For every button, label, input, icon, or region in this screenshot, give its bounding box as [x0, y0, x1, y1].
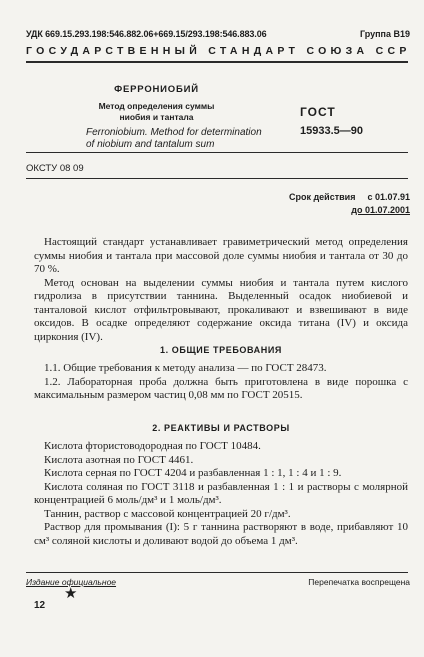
section-1-heading: 1. ОБЩИЕ ТРЕБОВАНИЯ — [160, 345, 282, 355]
subtitle-line-2: ниобия и тантала — [119, 112, 194, 122]
document-subtitle — [64, 101, 249, 123]
okstu-code: ОКСТУ 08 09 — [26, 163, 84, 174]
english-title-line-2: of niobium and tantalum sum — [86, 139, 215, 150]
footer-rule — [26, 572, 408, 573]
reagent-line: Раствор для промывания (I): 5 г таннина растворяют в воде, прибавляют 10 см³ соляной кислоты и доливают водой до объема 1 дм³. — [34, 521, 408, 547]
header-rule — [26, 61, 408, 63]
star-icon: ★ — [64, 586, 78, 602]
gost-number-block — [300, 105, 363, 137]
intro-text — [34, 236, 408, 344]
validity-label: Срок действия — [288, 192, 356, 202]
clause: 1.2. Лабораторная проба должна быть приготовлена в виде порошка с максимальным размером частиц 0,08 мм по ГОСТ 20515. — [34, 375, 408, 401]
udk-code: УДК 669.15.293.198:546.882.06+669.15/293.198:546.883.06 — [26, 29, 267, 39]
document-title: ФЕРРОНИОБИЙ — [114, 84, 199, 95]
english-title-line-1: Ferroniobium. Method for determination — [86, 127, 262, 138]
english-title — [86, 127, 266, 151]
reagent-line: Таннин, раствор с массовой концентрацией 20 г/дм³. — [44, 507, 291, 520]
standard-heading: ГОСУДАРСТВЕННЫЙ СТАНДАРТ СОЮЗА ССР — [26, 45, 411, 57]
okstu-rule — [26, 178, 408, 179]
section-2-heading: 2. РЕАКТИВЫ И РАСТВОРЫ — [152, 423, 290, 433]
reprint-notice: Перепечатка воспрещена — [308, 577, 410, 587]
reagent-line: Кислота соляная по ГОСТ 3118 и разбавленная 1 : 1 и растворы с молярной концентрацией 6 моль/дм³ и 1 моль/дм³. — [34, 480, 408, 506]
gost-number: 15933.5—90 — [300, 125, 363, 137]
clause: 1.1. Общие требования к методу анализа — по ГОСТ 28473. — [44, 362, 327, 374]
validity-from-date: с 01.07.91 — [367, 192, 410, 202]
reagent-line: Кислота фтористоводородная по ГОСТ 10484. — [44, 440, 261, 452]
reagent-line: Кислота серная по ГОСТ 4204 и разбавленная 1 : 1, 1 : 4 и 1 : 9. — [44, 467, 342, 479]
title-rule — [26, 152, 408, 153]
subtitle-line-1: Метод определения суммы — [98, 101, 215, 111]
page-number: 12 — [34, 600, 46, 611]
group-code: Группа В19 — [359, 29, 410, 39]
validity-from — [289, 191, 410, 204]
section-1-text — [34, 362, 408, 403]
gost-label: ГОСТ — [300, 105, 336, 119]
validity-to-date: до 01.07.2001 — [351, 205, 410, 215]
intro-paragraph: Метод основан на выделении суммы ниобия и тантала путем кислого гидролиза в присутствии таннина. Выделенный осадок ниобиевой и танталовой кислот отфильтровывают, прокаливают и взвешивают в виде оксидов. В осадке определяют содержание оксида титана (IV) и оксида циркония (IV). — [34, 276, 408, 343]
section-2-text — [34, 440, 408, 548]
title-block — [64, 84, 249, 123]
intro-paragraph: Настоящий стандарт устанавливает гравиметрический метод определения суммы ниобия и тантала при массовой доле суммы ниобия и тантала от 30 до 70 %. — [34, 236, 408, 275]
reagent-line: Кислота азотная по ГОСТ 4461. — [44, 453, 194, 466]
validity-block — [289, 191, 410, 217]
official-edition-label: Издание официальное — [26, 577, 117, 587]
